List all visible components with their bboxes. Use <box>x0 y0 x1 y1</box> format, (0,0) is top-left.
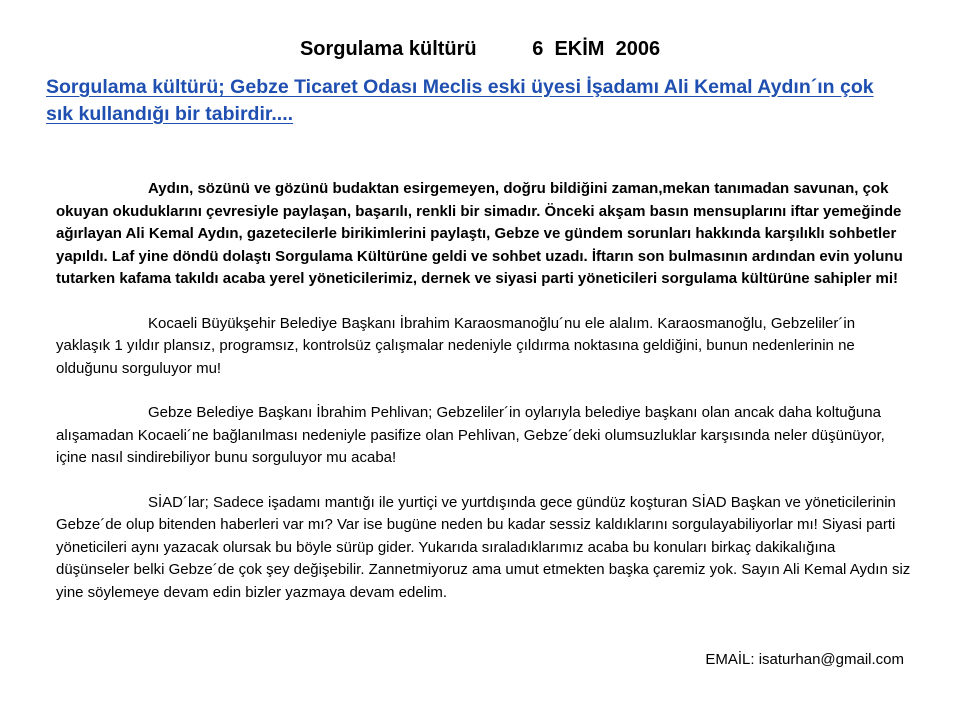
paragraph-karaosmanoglu: Kocaeli Büyükşehir Belediye Başkanı İbrahim Karaosmanoğlu´nu ele alalım. Karaosmanoğlu, Gebzeliler´in yaklaşık 1 yıldır plansız, programsız, kontrolsüz çalışmalar nedeniyle çıldırma noktasına geldiğini, bunun nedenlerinin ne olduğunu sorguluyor mu! <box>56 314 856 377</box>
article-body <box>56 178 912 626</box>
paragraph-pehlivan: Gebze Belediye Başkanı İbrahim Pehlivan; Gebzeliler´in oylarıyla belediye başkanı olan ancak daha koltuğuna alışamadan Kocaeli´ne bağlanılması nedeniyle pasifize olan Pehlivan, Gebze´deki olumsuzluklar karşısında neler düşünüyor, içine nasıl sindirebiliyor bunu sorguluyor mu acaba! <box>56 404 885 466</box>
paragraph-intro: Aydın, sözünü ve gözünü budaktan esirgemeyen, doğru bildiğini zaman,mekan tanımadan savunan, çok okuyan okuduklarını çevresiyle paylaşan, başarılı, renkli bir simadır. Önceki akşam basın mensuplarını iftar yemeğinde ağırlayan Ali Kemal Aydın, gazetecilerle birikimlerini paylaştı, Gebze ve gündem sorunları hakkında karşılıklı sohbetler yapıldı. Laf yine döndü dolaştı Sorgulama Kültürüne geldi ve sohbet uzadı. İftarın son bulmasının ardından evin yolunu tutarken kafama takıldı acaba yerel yöneticilerimiz, dernek ve siyasi parti yöneticileri sorgulama kültürüne sahipler mi! <box>56 180 903 287</box>
article-date: 6 EKİM 2006 <box>532 38 661 60</box>
article-title: Sorgulama kültürü <box>299 38 477 60</box>
author-email: EMAİL: isaturhan@gmail.com <box>705 651 904 668</box>
paragraph-siad: SİAD´lar; Sadece işadamı mantığı ile yurtiçi ve yurtdışında gece gündüz koşturan SİAD Başkan ve yöneticilerinin Gebze´de olup bitenden haberleri var mı? Var ise bugüne neden bu kadar sessiz kaldıklarını sorgulayabiliyorlar mı! Siyasi parti yöneticileri aynı yazacak olursak bu böyle sürüp gider. Yukarıda sıraladıklarımız acaba bu konuları birkaç dakikalığına düşünseler belki Gebze´de çok şey değişebilir. Zannetmiyoruz ama umut etmekten başka çaremiz yok. Sayın Ali Kemal Aydın siz yine söylemeye devam edin bizler yazmaya devam edelim. <box>56 493 911 601</box>
page-title <box>0 36 960 62</box>
subtitle-link[interactable]: Sorgulama kültürü; Gebze Ticaret Odası Meclis eski üyesi İşadamı Ali Kemal Aydın´ın çok sık kullandığı bir tabirdir.... <box>46 76 874 125</box>
